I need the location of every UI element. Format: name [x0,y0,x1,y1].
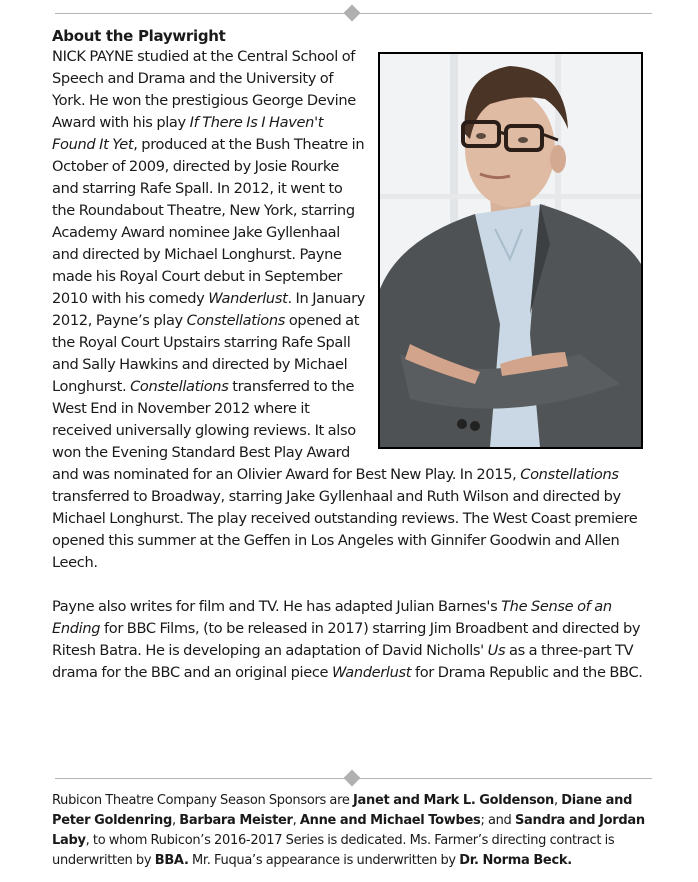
text-run: as a three-part TV drama for the BBC and an original piece [52,642,634,681]
text-run: , [292,813,300,828]
text-run: , [171,813,180,828]
text-run: transferred to the West End in November 2012 where it received universally glowing reviews. It also won the Evening Standard Best Play Award and was nominated for an Olivier Award for Best New Play. In 2015, [52,378,521,483]
sponsor-name: Diane and Peter Goldenring [52,793,633,828]
italic-title: Constellations [186,312,286,329]
sponsor-name: Janet and Mark L. Goldenson [352,793,554,808]
italic-title: Us [487,642,506,659]
text-run: Mr. Fuqua’s appearance is underwritten by [188,853,460,868]
text-run: for BBC Films, (to be released in 2017) starring Jim Broadbent and directed by Ritesh Batra. He is developing an adaptation of David Nicholls' [52,620,641,659]
playwright-section [52,26,657,684]
text-run: NICK PAYNE studied at the Central School of Speech and Drama and the University of York. He won the prestigious George Devine Award with his play [52,48,356,131]
sponsor-name: Dr. Norma Beck. [459,853,572,868]
text-run: , produced at the Bush Theatre in October of 2009, directed by Josie Rourke and starring Rafe Spall. In 2012, it went to the Roundabout Theatre, New York, starring Academy Award nominee Jake Gyllenhaal and directed by Michael Longhurst. Payne made his Royal Court debut in September 2010 with his comedy [52,136,365,307]
text-run: Rubicon Theatre Company Season Sponsors are [52,793,353,808]
bio-paragraph-2 [52,596,657,684]
sponsor-name: Sandra and Jordan Laby [52,813,645,848]
italic-title: Constellations [520,466,619,483]
italic-title: Wanderlust [331,664,412,681]
playwright-photo [378,52,643,449]
text-run: , to whom Rubicon’s 2016-2017 Series is dedicated. Ms. Farmer’s directing contract is underwritten by [52,833,615,868]
portrait-image [380,54,641,447]
italic-title: Wanderlust [208,290,288,307]
section-heading: About the Playwright [52,27,226,45]
italic-title: Constellations [130,378,229,395]
bottom-divider-diamond-icon [344,770,361,787]
text-run: , [553,793,562,808]
text-run: opened at the Royal Court Upstairs starring Rafe Spall and Sally Hawkins and directed by Michael Longhurst. [52,312,360,395]
text-run: for Drama Republic and the BBC. [411,664,643,681]
sponsors-note [52,791,662,871]
text-run: transferred to Broadway, starring Jake Gyllenhaal and Ruth Wilson and directed by Michael Longhurst. The play received outstanding reviews. The West Coast premiere opened this summer at the Geffen in Los Angeles with Ginnifer Goodwin and Allen Leech. [52,488,638,571]
text-run: . In January 2012, Payne’s play [52,290,366,329]
text-run: Payne also writes for film and TV. He has adapted Julian Barnes's [52,598,502,615]
italic-title: The Sense of an Ending [52,598,612,637]
top-divider-diamond-icon [344,5,361,22]
sponsor-name: Anne and Michael Towbes [299,813,481,828]
italic-title: If There Is I Haven't Found It Yet [52,114,324,153]
sponsor-name: Barbara Meister [179,813,293,828]
text-run: ; and [480,813,515,828]
sponsor-name: BBA. [154,853,189,868]
